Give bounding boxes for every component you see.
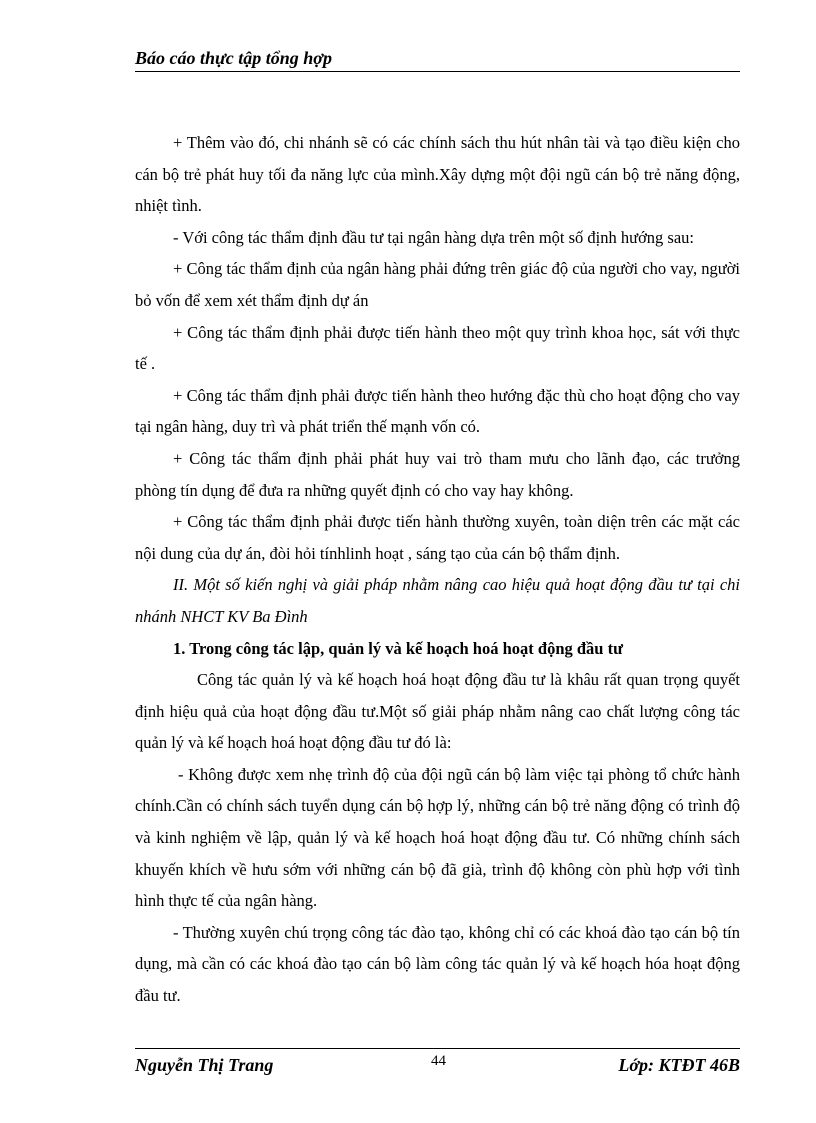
page-number: 44 xyxy=(431,1053,446,1069)
page-footer xyxy=(135,1048,740,1079)
document-body xyxy=(135,127,740,1012)
footer-class: Lớp: KTĐT 46B xyxy=(618,1055,740,1075)
paragraph-2: - Với công tác thẩm định đầu tư tại ngân hàng dựa trên một số định hướng sau: xyxy=(173,227,695,247)
paragraph-3: + Công tác thẩm định của ngân hàng phải đứng trên giác độ của người cho vay, người bỏ vốn để xem xét thẩm định dự án xyxy=(135,259,740,310)
paragraph-8: Công tác quản lý và kế hoạch hoá hoạt động đầu tư là khâu rất quan trọng quyết định hiệu quả của hoạt động đầu tư.Một số giải pháp nhằm nâng cao chất lượng công tác quản lý và kế hoạch hoá hoạt động đầu tư đó là: xyxy=(135,670,740,753)
paragraph-5: + Công tác thẩm định phải được tiến hành theo hướng đặc thù cho hoạt động cho vay tại ngân hàng, duy trì và phát triển thế mạnh vốn có. xyxy=(135,385,740,437)
paragraph-4: + Công tác thẩm định phải được tiến hành theo một quy trình khoa học, sát với thực tế . xyxy=(135,322,740,374)
page-header xyxy=(135,48,740,72)
paragraph-1: + Thêm vào đó, chi nhánh sẽ có các chính sách thu hút nhân tài và tạo điều kiện cho cán bộ trẻ phát huy tối đa năng lực của mình.Xây dựng một đội ngũ cán bộ trẻ năng động, nhiệt tình. xyxy=(135,133,740,216)
subsection-heading-1: 1. Trong công tác lập, quản lý và kế hoạch hoá hoạt động đầu tư xyxy=(173,638,624,658)
paragraph-9: - Không được xem nhẹ trình độ của đội ngũ cán bộ làm việc tại phòng tổ chức hành chính.Cần có chính sách tuyển dụng cán bộ hợp lý, những cán bộ trẻ năng động có trình độ và kinh nghiệm về lập, quản lý và kế hoạch hoá hoạt động đầu tư. Có những chính sách khuyến khích về hưu sớm với những cán bộ đã già, trình độ không còn phù hợp với tình hình thực tế của ngân hàng. xyxy=(135,764,740,911)
paragraph-10: - Thường xuyên chú trọng công tác đào tạo, không chỉ có các khoá đào tạo cán bộ tín dụng, mà cần có các khoá đào tạo cán bộ làm công tác quản lý và kế hoạch hóa hoạt động đầu tư. xyxy=(135,922,740,1006)
paragraph-6: + Công tác thẩm định phải phát huy vai trò tham mưu cho lãnh đạo, các trưởng phòng tín dụng để đưa ra những quyết định có cho vay hay không. xyxy=(135,448,740,500)
header-title: Báo cáo thực tập tổng hợp xyxy=(135,48,332,68)
footer-author: Nguyễn Thị Trang xyxy=(135,1055,274,1075)
section-heading-ii: II. Một số kiến nghị và giải pháp nhằm nâng cao hiệu quả hoạt động đầu tư tại chi nhánh NHCT KV Ba Đình xyxy=(135,575,740,626)
paragraph-7: + Công tác thẩm định phải được tiến hành thường xuyên, toàn diện trên các mặt các nội dung của dự án, đòi hỏi tínhlinh hoạt , sáng tạo của cán bộ thẩm định. xyxy=(135,512,740,563)
